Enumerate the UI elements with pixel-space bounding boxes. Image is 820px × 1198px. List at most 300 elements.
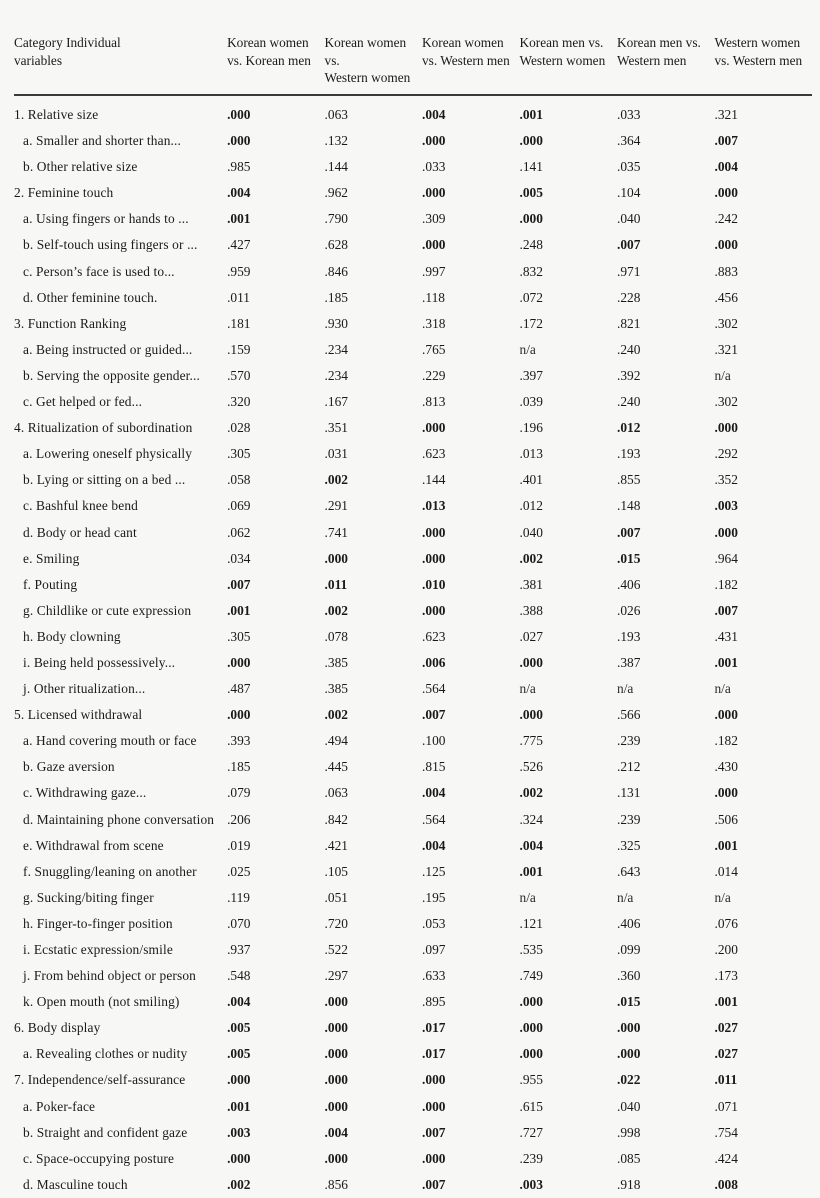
cell-km_wm: n/a	[617, 889, 634, 905]
cell-km_wm: .998	[617, 1124, 641, 1140]
table-row	[14, 493, 812, 519]
table-row	[14, 415, 812, 441]
cell-km_wm: .240	[617, 394, 641, 410]
cell-kw_ww: .185	[324, 289, 348, 305]
cell-kw_ww: .002	[324, 472, 348, 488]
table-row	[14, 310, 812, 336]
cell-kw_km: .000	[227, 133, 251, 149]
table-row	[14, 1015, 812, 1041]
cell-km_ww: .196	[519, 420, 543, 436]
cell-ww_wm: .027	[714, 1020, 738, 1036]
cell-ww_wm: .007	[714, 602, 738, 618]
cell-ww_wm: .000	[714, 707, 738, 723]
cell-ww_wm: .000	[714, 185, 738, 201]
cell-kw_wm: .100	[422, 733, 446, 749]
cell-ww_wm: .321	[714, 341, 738, 357]
cell-kw_ww: .000	[324, 1072, 348, 1088]
cell-km_ww: .004	[519, 837, 543, 853]
column-header-label	[14, 34, 227, 95]
cell-km_ww: .000	[519, 707, 543, 723]
cell-km_ww: .749	[519, 968, 543, 984]
row-label: c. Space-occupying posture	[23, 1150, 175, 1166]
cell-km_ww: .955	[519, 1072, 543, 1088]
table-row	[14, 989, 812, 1015]
cell-kw_ww: .385	[324, 654, 348, 670]
cell-ww_wm: .000	[714, 785, 738, 801]
cell-km_ww: .000	[519, 1020, 543, 1036]
cell-kw_wm: .564	[422, 811, 446, 827]
cell-kw_wm: .633	[422, 968, 446, 984]
cell-km_wm: .193	[617, 446, 641, 462]
row-label: i. Ecstatic expression/smile	[23, 942, 173, 958]
column-header-line2: Western women	[519, 52, 606, 68]
cell-km_ww: .027	[519, 628, 543, 644]
cell-kw_ww: .421	[324, 837, 348, 853]
table-row	[14, 389, 812, 415]
cell-kw_km: .159	[227, 341, 251, 357]
cell-ww_wm: .014	[714, 863, 738, 879]
table-row	[14, 232, 812, 258]
cell-kw_km: .985	[227, 159, 251, 175]
cell-kw_wm: .815	[422, 759, 446, 775]
cell-km_wm: .007	[617, 237, 641, 253]
cell-kw_km: .028	[227, 420, 251, 436]
column-header-line2: vs. Western men	[422, 52, 510, 68]
column-header-line1: Western women	[714, 35, 801, 50]
cell-km_ww: .535	[519, 942, 543, 958]
cell-kw_ww: .790	[324, 211, 348, 227]
cell-kw_ww: .031	[324, 446, 348, 462]
cell-km_wm: .085	[617, 1150, 641, 1166]
table-row	[14, 884, 812, 910]
column-header-line1: Category Individual	[14, 35, 121, 50]
cell-kw_km: .181	[227, 315, 251, 331]
cell-km_ww: .615	[519, 1098, 543, 1114]
cell-kw_km: .393	[227, 733, 251, 749]
cell-ww_wm: .506	[714, 811, 738, 827]
cell-ww_wm: .302	[714, 315, 738, 331]
cell-kw_km: .058	[227, 472, 251, 488]
table-row	[14, 963, 812, 989]
cell-kw_km: .959	[227, 263, 251, 279]
cell-km_ww: n/a	[519, 889, 536, 905]
cell-kw_km: .548	[227, 968, 251, 984]
row-label: c. Person’s face is used to...	[23, 263, 175, 279]
cell-kw_km: .007	[227, 576, 251, 592]
cell-kw_ww: .011	[324, 576, 348, 592]
row-label: 1. Relative size	[14, 107, 99, 123]
cell-kw_wm: .007	[422, 1124, 446, 1140]
cell-kw_ww: .856	[324, 1176, 348, 1192]
cell-km_wm: .239	[617, 733, 641, 749]
cell-kw_wm: .564	[422, 681, 446, 697]
row-label: b. Serving the opposite gender...	[23, 367, 200, 383]
row-label: 4. Ritualization of subordination	[14, 420, 193, 436]
row-label: 6. Body display	[14, 1020, 101, 1036]
table-row	[14, 337, 812, 363]
row-label: d. Other feminine touch.	[23, 289, 158, 305]
table-row	[14, 911, 812, 937]
cell-kw_wm: .033	[422, 159, 446, 175]
cell-kw_km: .019	[227, 837, 251, 853]
cell-kw_wm: .097	[422, 942, 446, 958]
cell-ww_wm: .000	[714, 237, 738, 253]
cell-ww_wm: .242	[714, 211, 738, 227]
cell-km_ww: .012	[519, 498, 543, 514]
cell-kw_wm: .997	[422, 263, 446, 279]
cell-kw_ww: .063	[324, 785, 348, 801]
cell-kw_km: .001	[227, 1098, 251, 1114]
cell-kw_wm: .765	[422, 341, 446, 357]
row-label: c. Withdrawing gaze...	[23, 785, 147, 801]
row-label: e. Withdrawal from scene	[23, 837, 164, 853]
cell-kw_wm: .004	[422, 837, 446, 853]
row-label: 2. Feminine touch	[14, 185, 114, 201]
column-header-line1: Korean women	[422, 35, 504, 50]
cell-kw_ww: .846	[324, 263, 348, 279]
table-row	[14, 650, 812, 676]
cell-km_ww: .039	[519, 394, 543, 410]
table-row	[14, 95, 812, 128]
table-row	[14, 519, 812, 545]
cell-kw_ww: .167	[324, 394, 348, 410]
cell-km_ww: .248	[519, 237, 543, 253]
cell-kw_wm: .000	[422, 1150, 446, 1166]
cell-km_ww: .000	[519, 994, 543, 1010]
table-body	[14, 95, 812, 1198]
cell-ww_wm: .292	[714, 446, 738, 462]
column-header-line2: Western women	[324, 70, 411, 86]
cell-km_wm: .007	[617, 524, 641, 540]
cell-kw_km: .000	[227, 654, 251, 670]
cell-kw_wm: .000	[422, 1098, 446, 1114]
cell-kw_km: .005	[227, 1046, 251, 1062]
row-label: b. Gaze aversion	[23, 759, 115, 775]
cell-ww_wm: .000	[714, 524, 738, 540]
cell-kw_wm: .000	[422, 133, 446, 149]
row-label: a. Poker-face	[23, 1098, 96, 1114]
cell-kw_ww: .842	[324, 811, 348, 827]
cell-kw_km: .937	[227, 942, 251, 958]
table-row	[14, 571, 812, 597]
cell-ww_wm: .001	[714, 837, 738, 853]
row-label: b. Self-touch using fingers or ...	[23, 237, 198, 253]
cell-kw_km: .119	[227, 889, 250, 905]
cell-kw_km: .320	[227, 394, 251, 410]
cell-km_wm: .104	[617, 185, 641, 201]
cell-kw_wm: .053	[422, 915, 446, 931]
cell-kw_wm: .895	[422, 994, 446, 1010]
cell-kw_wm: .144	[422, 472, 446, 488]
cell-km_wm: .040	[617, 1098, 641, 1114]
column-header-kw_km	[227, 34, 324, 95]
column-header-line1: Korean women	[227, 35, 309, 50]
table-row	[14, 754, 812, 780]
cell-km_wm: .026	[617, 602, 641, 618]
cell-km_ww: .397	[519, 367, 543, 383]
cell-kw_km: .011	[227, 289, 250, 305]
cell-km_wm: .239	[617, 811, 641, 827]
row-label: c. Bashful knee bend	[23, 498, 138, 514]
cell-km_ww: n/a	[519, 341, 536, 357]
cell-kw_km: .070	[227, 915, 251, 931]
cell-km_ww: n/a	[519, 681, 536, 697]
table-row	[14, 1119, 812, 1145]
row-label: b. Lying or sitting on a bed ...	[23, 472, 186, 488]
cell-kw_ww: .000	[324, 994, 348, 1010]
table-row	[14, 728, 812, 754]
cell-kw_wm: .010	[422, 576, 446, 592]
row-label: g. Sucking/biting finger	[23, 889, 154, 905]
row-label: a. Using fingers or hands to ...	[23, 211, 189, 227]
cell-kw_ww: .522	[324, 942, 348, 958]
row-label: 5. Licensed withdrawal	[14, 707, 143, 723]
cell-km_ww: .526	[519, 759, 543, 775]
cell-kw_wm: .000	[422, 524, 446, 540]
table-row	[14, 1093, 812, 1119]
cell-km_ww: .072	[519, 289, 543, 305]
cell-ww_wm: .430	[714, 759, 738, 775]
cell-kw_wm: .000	[422, 237, 446, 253]
cell-km_wm: .148	[617, 498, 641, 514]
column-header-kw_wm	[422, 34, 519, 95]
cell-km_wm: .387	[617, 654, 641, 670]
cell-ww_wm: .302	[714, 394, 738, 410]
cell-ww_wm: .883	[714, 263, 738, 279]
cell-kw_wm: .000	[422, 185, 446, 201]
cell-km_wm: .035	[617, 159, 641, 175]
column-header-kw_ww	[325, 34, 422, 95]
cell-kw_ww: .000	[324, 1098, 348, 1114]
column-header-line2: vs. Korean men	[227, 52, 311, 68]
cell-ww_wm: .003	[714, 498, 738, 514]
cell-km_ww: .775	[519, 733, 543, 749]
row-label: j. From behind object or person	[23, 968, 196, 984]
cell-kw_wm: .017	[422, 1046, 446, 1062]
cell-kw_ww: .000	[324, 1020, 348, 1036]
row-label: h. Body clowning	[23, 628, 121, 644]
cell-ww_wm: .004	[714, 159, 738, 175]
cell-ww_wm: .173	[714, 968, 738, 984]
table-row	[14, 154, 812, 180]
cell-km_wm: .131	[617, 785, 641, 801]
cell-kw_wm: .623	[422, 446, 446, 462]
cell-kw_km: .002	[227, 1176, 251, 1192]
column-header-ww_wm	[714, 34, 812, 95]
cell-kw_ww: .720	[324, 915, 348, 931]
cell-ww_wm: .321	[714, 107, 738, 123]
cell-kw_wm: .813	[422, 394, 446, 410]
cell-km_wm: .000	[617, 1020, 641, 1036]
cell-km_wm: .000	[617, 1046, 641, 1062]
cell-kw_km: .034	[227, 550, 251, 566]
column-header-km_ww	[520, 34, 617, 95]
cell-km_wm: .918	[617, 1176, 641, 1192]
table-row	[14, 1145, 812, 1171]
row-label: b. Straight and confident gaze	[23, 1124, 188, 1140]
cell-km_ww: .727	[519, 1124, 543, 1140]
cell-kw_wm: .004	[422, 785, 446, 801]
row-label: d. Maintaining phone conversation	[23, 811, 215, 827]
cell-kw_wm: .017	[422, 1020, 446, 1036]
row-label: a. Being instructed or guided...	[23, 341, 193, 357]
table-row	[14, 806, 812, 832]
table-row	[14, 624, 812, 650]
cell-kw_wm: .000	[422, 602, 446, 618]
cell-ww_wm: .007	[714, 133, 738, 149]
cell-kw_ww: .051	[324, 889, 348, 905]
cell-kw_km: .062	[227, 524, 251, 540]
cell-km_ww: .401	[519, 472, 543, 488]
cell-km_ww: .001	[519, 863, 543, 879]
cell-km_wm: .821	[617, 315, 641, 331]
significance-table	[14, 34, 812, 1198]
row-label: g. Childlike or cute expression	[23, 602, 192, 618]
row-label: c. Get helped or fed...	[23, 394, 143, 410]
cell-kw_km: .000	[227, 1072, 251, 1088]
cell-kw_ww: .105	[324, 863, 348, 879]
cell-km_ww: .121	[519, 915, 543, 931]
cell-ww_wm: .001	[714, 994, 738, 1010]
cell-ww_wm: .076	[714, 915, 738, 931]
table-row	[14, 180, 812, 206]
table-row	[14, 597, 812, 623]
cell-km_ww: .239	[519, 1150, 543, 1166]
cell-ww_wm: .001	[714, 654, 738, 670]
cell-km_wm: .212	[617, 759, 641, 775]
cell-km_wm: .012	[617, 420, 641, 436]
cell-km_wm: .364	[617, 133, 641, 149]
table-row	[14, 363, 812, 389]
cell-kw_ww: .291	[324, 498, 348, 514]
cell-kw_ww: .741	[324, 524, 348, 540]
cell-ww_wm: .182	[714, 576, 738, 592]
cell-km_ww: .000	[519, 133, 543, 149]
cell-kw_ww: .351	[324, 420, 348, 436]
cell-km_ww: .832	[519, 263, 543, 279]
cell-km_wm: .015	[617, 994, 641, 1010]
cell-kw_wm: .000	[422, 1072, 446, 1088]
cell-ww_wm: .008	[714, 1176, 738, 1192]
cell-km_ww: .324	[519, 811, 543, 827]
cell-kw_wm: .318	[422, 315, 446, 331]
cell-km_wm: .193	[617, 628, 641, 644]
cell-kw_wm: .004	[422, 107, 446, 123]
cell-km_ww: .003	[519, 1176, 543, 1192]
cell-kw_km: .427	[227, 237, 251, 253]
cell-kw_ww: .494	[324, 733, 348, 749]
cell-ww_wm: .352	[714, 472, 738, 488]
cell-km_ww: .002	[519, 785, 543, 801]
row-label: i. Being held possessively...	[23, 654, 176, 670]
cell-kw_km: .001	[227, 211, 251, 227]
row-label: a. Lowering oneself physically	[23, 446, 193, 462]
row-label: k. Open mouth (not smiling)	[23, 994, 180, 1010]
table-row	[14, 676, 812, 702]
cell-kw_ww: .078	[324, 628, 348, 644]
cell-ww_wm: .754	[714, 1124, 738, 1140]
row-label: h. Finger-to-finger position	[23, 915, 173, 931]
table-row	[14, 937, 812, 963]
cell-kw_ww: .002	[324, 707, 348, 723]
table-row	[14, 832, 812, 858]
table-row	[14, 545, 812, 571]
cell-km_ww: .000	[519, 211, 543, 227]
cell-ww_wm: .964	[714, 550, 738, 566]
cell-kw_wm: .125	[422, 863, 446, 879]
row-label: a. Revealing clothes or nudity	[23, 1046, 188, 1062]
cell-km_ww: .002	[519, 550, 543, 566]
cell-kw_km: .000	[227, 1150, 251, 1166]
row-label: d. Masculine touch	[23, 1176, 128, 1192]
cell-kw_ww: .000	[324, 550, 348, 566]
cell-km_wm: .022	[617, 1072, 641, 1088]
cell-kw_wm: .007	[422, 707, 446, 723]
cell-ww_wm: .182	[714, 733, 738, 749]
cell-km_ww: .001	[519, 107, 543, 123]
cell-km_ww: .172	[519, 315, 543, 331]
cell-km_wm: .971	[617, 263, 641, 279]
row-label: b. Other relative size	[23, 159, 138, 175]
row-label: f. Snuggling/leaning on another	[23, 863, 197, 879]
table-row	[14, 1172, 812, 1198]
table-row	[14, 1041, 812, 1067]
cell-kw_wm: .118	[422, 289, 445, 305]
cell-kw_ww: .234	[324, 341, 348, 357]
cell-kw_wm: .623	[422, 628, 446, 644]
table-row	[14, 441, 812, 467]
column-header-line2: Western men	[617, 52, 687, 68]
cell-kw_wm: .006	[422, 654, 446, 670]
cell-km_ww: .005	[519, 185, 543, 201]
cell-kw_km: .004	[227, 185, 251, 201]
table-row	[14, 780, 812, 806]
column-header-km_wm	[617, 34, 714, 95]
cell-kw_km: .003	[227, 1124, 251, 1140]
cell-ww_wm: .456	[714, 289, 738, 305]
cell-ww_wm: .424	[714, 1150, 738, 1166]
column-header-line2: vs. Western men	[714, 52, 803, 68]
cell-km_wm: .855	[617, 472, 641, 488]
cell-km_wm: .033	[617, 107, 641, 123]
table-row	[14, 858, 812, 884]
cell-kw_km: .001	[227, 602, 251, 618]
cell-ww_wm: .000	[714, 420, 738, 436]
table-row	[14, 284, 812, 310]
cell-ww_wm: n/a	[714, 681, 731, 697]
cell-kw_km: .487	[227, 681, 251, 697]
cell-km_ww: .000	[519, 654, 543, 670]
cell-kw_wm: .000	[422, 420, 446, 436]
cell-kw_km: .000	[227, 707, 251, 723]
cell-kw_ww: .000	[324, 1150, 348, 1166]
cell-km_wm: .566	[617, 707, 641, 723]
cell-kw_km: .185	[227, 759, 251, 775]
cell-kw_km: .000	[227, 107, 251, 123]
cell-kw_wm: .013	[422, 498, 446, 514]
table-row	[14, 1067, 812, 1093]
cell-kw_ww: .002	[324, 602, 348, 618]
cell-kw_ww: .297	[324, 968, 348, 984]
table-row	[14, 702, 812, 728]
cell-km_wm: .240	[617, 341, 641, 357]
cell-kw_km: .206	[227, 811, 251, 827]
cell-kw_km: .305	[227, 446, 251, 462]
cell-km_wm: .406	[617, 576, 641, 592]
cell-ww_wm: n/a	[714, 889, 731, 905]
cell-km_wm: n/a	[617, 681, 634, 697]
cell-kw_ww: .000	[324, 1046, 348, 1062]
